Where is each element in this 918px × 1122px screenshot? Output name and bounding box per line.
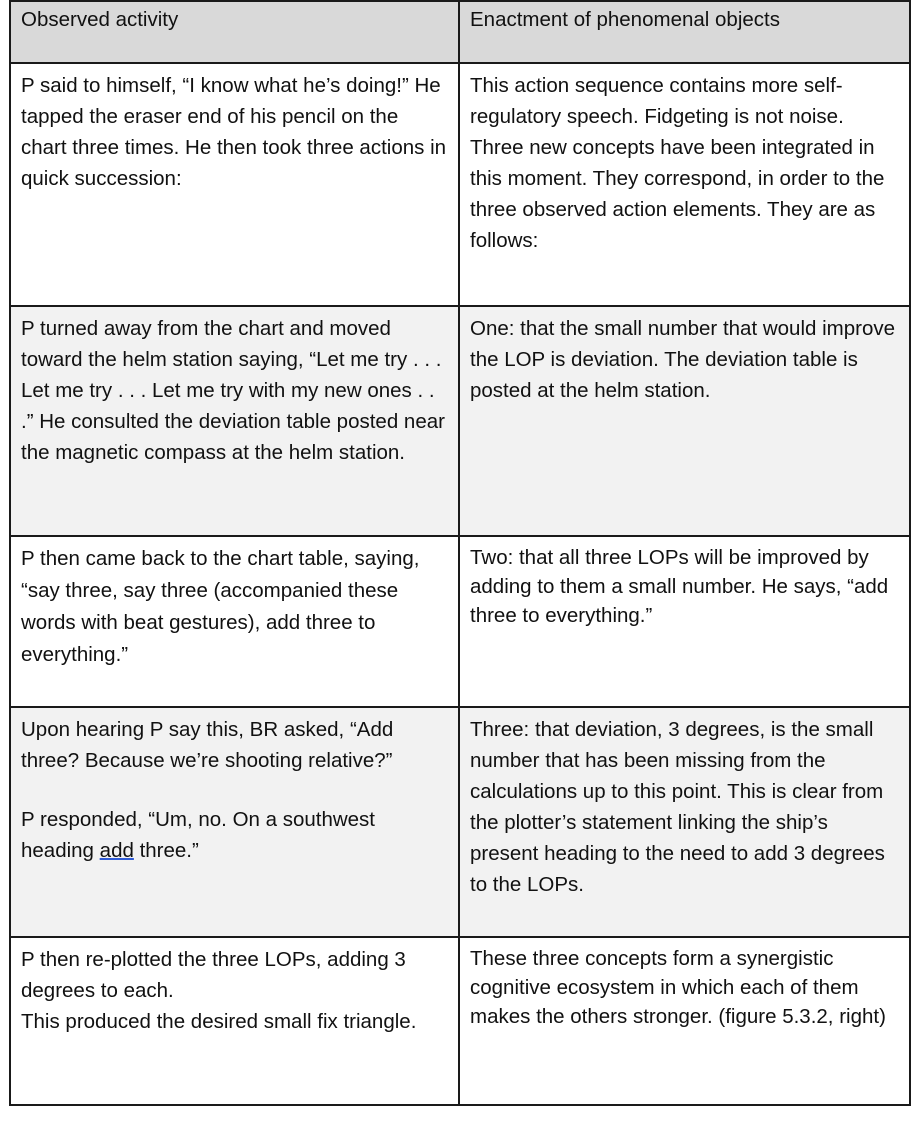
- table-row: [10, 306, 910, 536]
- enactment-cell: [459, 63, 910, 306]
- cell-text: These three concepts form a synergistic cognitive ecosystem in which each of them makes the others stronger. (figure 5.3.2, right): [470, 947, 886, 1028]
- table-row: [10, 707, 910, 937]
- enactment-cell: [459, 536, 910, 707]
- underlined-word: add: [99, 839, 134, 862]
- observed-cell: [10, 306, 459, 536]
- activity-table: [9, 0, 911, 1106]
- cell-text: This produced the desired small fix triangle.: [21, 1010, 417, 1033]
- cell-text: One: that the small number that would improve the LOP is deviation. The deviation table is posted at the helm station.: [470, 317, 896, 402]
- cell-text: Three: that deviation, 3 degrees, is the small number that has been missing from the calculations up to this point. This is clear from the plotter’s statement linking the ship’s present heading to the need to add 3 degrees to the LOPs.: [470, 718, 885, 896]
- cell-text: Two: that all three LOPs will be improved by adding to them a small number. He says, “add three to everything.”: [470, 546, 889, 627]
- text-run: P responded, “Um, no. On a southwest heading: [21, 808, 376, 862]
- table-row: [10, 937, 910, 1105]
- enactment-cell: [459, 306, 910, 536]
- header-observed-activity: Observed activity: [10, 1, 459, 63]
- text-run: three.”: [133, 839, 199, 862]
- observed-cell: [10, 536, 459, 707]
- cell-text: P then came back to the chart table, saying, “say three, say three (accompanied these words with beat gestures), add three to everything.”: [21, 547, 420, 666]
- table-row: [10, 536, 910, 707]
- header-row: [10, 1, 910, 63]
- cell-text: P turned away from the chart and moved toward the helm station saying, “Let me try . . . Let me try . . . Let me try with my new ones . . .” He consulted the deviation table posted near the magnetic compass at the helm station.: [21, 317, 445, 464]
- cell-text: Upon hearing P say this, BR asked, “Add three? Because we’re shooting relative?”: [21, 718, 394, 772]
- header-enactment: Enactment of phenomenal objects: [459, 1, 910, 63]
- table-row: [10, 63, 910, 306]
- cell-text: [21, 804, 448, 866]
- observed-cell: [10, 707, 459, 937]
- cell-text: This action sequence contains more self-regulatory speech. Fidgeting is not noise. Three new concepts have been integrated in this moment. They correspond, in order to the three observed action elements. They are as follows:: [470, 74, 885, 252]
- enactment-cell: [459, 707, 910, 937]
- cell-text: P said to himself, “I know what he’s doing!” He tapped the eraser end of his pencil on the chart three times. He then took three actions in quick succession:: [21, 74, 447, 190]
- enactment-cell: [459, 937, 910, 1105]
- cell-text: P then re-plotted the three LOPs, adding 3 degrees to each.: [21, 948, 406, 1002]
- observed-cell: [10, 937, 459, 1105]
- observed-cell: [10, 63, 459, 306]
